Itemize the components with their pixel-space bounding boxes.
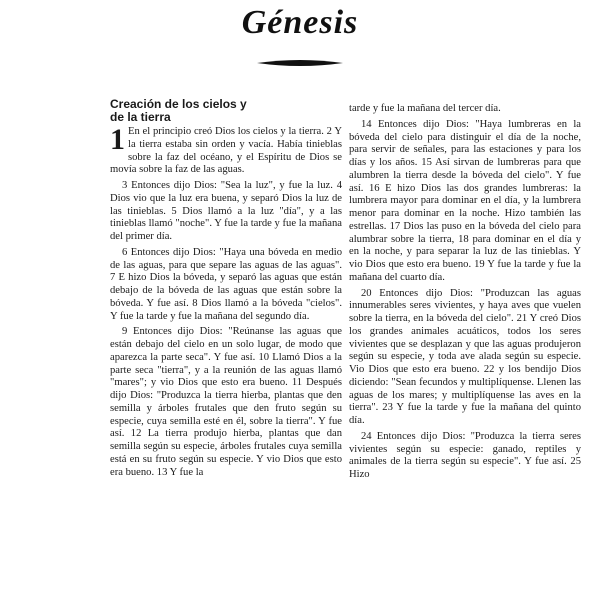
paragraph-4: 9 Entonces dijo Dios: "Reúnanse las aguas que están debajo del cielo en un solo lugar, de modo que aparezca la parte seca". Y fue así. 10 Llamó Dios a la parte seca "tierra", y a la reunión de las aguas llamó "mares"; y vio Dios que esto era bueno. 11 Después dijo Dios: "Produzca la tierra hierba, plantas que den semilla y árboles frutales que den fruto según su especie, cuya semilla esté en él, sobre la tierra". Y fue así. 12 La tierra produjo hierba, plantas que dan semilla según su especie, árboles frutales cuya semilla está en su fruto según su especie. Y vio Dios que esto era bueno. 13 Y fue la — [110, 326, 342, 478]
paragraph-5: tarde y fue la mañana del tercer día. — [349, 103, 501, 114]
section-heading — [110, 98, 342, 124]
paragraph-8: 24 Entonces dijo Dios: "Produzca la tierra seres vivientes según su especie: ganado, reptiles y animales de la tierra según su especie". Y fue así. 25 Hizo — [349, 430, 581, 480]
paragraph-1 — [110, 123, 342, 177]
paragraph-7: 20 Entonces dijo Dios: "Produzcan las aguas innumerables seres vivientes, y haya aves que vuelen sobre la tierra, en la bóveda del cielo". 21 Y creó Dios los grandes animales acuáticos, todos los seres vivientes que se desplazan y que las aguas produjeron según su especie, y toda ave alada según su especie. Vio Dios que esto era bueno. 22 y los bendijo Dios diciendo: "Sean fecundos y multiplíquense. Llenen las aguas de los mares; y multiplíquense las aves en la tierra". 23 Y fue la tarde y fue la mañana del quinto día. — [349, 287, 581, 426]
title-ornament — [255, 58, 345, 68]
left-column — [110, 98, 342, 482]
paragraph-3: 6 Entonces dijo Dios: "Haya una bóveda en medio de las aguas, para que separe las aguas de las aguas". 7 E hizo Dios la bóveda, y separó las aguas que están debajo de la bóveda de las aguas que están sobre la bóveda. Y fue así. 8 Dios llamó a la bóveda "cielos". Y fue la tarde y fue la mañana del segundo día. — [110, 246, 342, 322]
paragraph-2: 3 Entonces dijo Dios: "Sea la luz", y fue la luz. 4 Dios vio que la luz era buena, y separó Dios la luz de las tinieblas. 5 Dios llamó a la luz "día", y a las tinieblas llamó "noche". Y fue la tarde y fue la mañana del primer día. — [110, 180, 342, 242]
paragraph-1-text: En el principio creó Dios los cielos y la tierra. 2 Y la tierra estaba sin orden y vacía. Había tinieblas sobre la faz del océano, y el Espíritu de Dios se movía sobre la faz de las aguas. — [110, 126, 342, 176]
section-heading-line-1: Creación de los cielos y — [110, 97, 247, 111]
section-heading-line-2: de la tierra — [110, 110, 171, 124]
paragraph-6: 14 Entonces dijo Dios: "Haya lumbreras en la bóveda del cielo para distinguir el día de la noche, para servir de señales, para las estaciones y para los días y los años. 15 Así sirvan de lumbreras para que alumbren la tierra desde la bóveda del cielo". Y fue así. 16 E hizo Dios las dos grandes lumbreras: la lumbrera mayor para dominar en el día, y la lumbrera menor para dominar en la noche. Hizo también las estrellas. 17 Dios las puso en la bóveda del cielo para alumbrar sobre la tierra, 18 para dominar en el día y en la noche, y para separar la luz de las tinieblas. Y vio Dios que esto era bueno. 19 Y fue la tarde y fue la mañana del cuarto día. — [349, 118, 581, 283]
right-column — [349, 103, 581, 485]
chapter-number: 1 — [110, 123, 125, 156]
book-title: Génesis — [241, 4, 359, 41]
